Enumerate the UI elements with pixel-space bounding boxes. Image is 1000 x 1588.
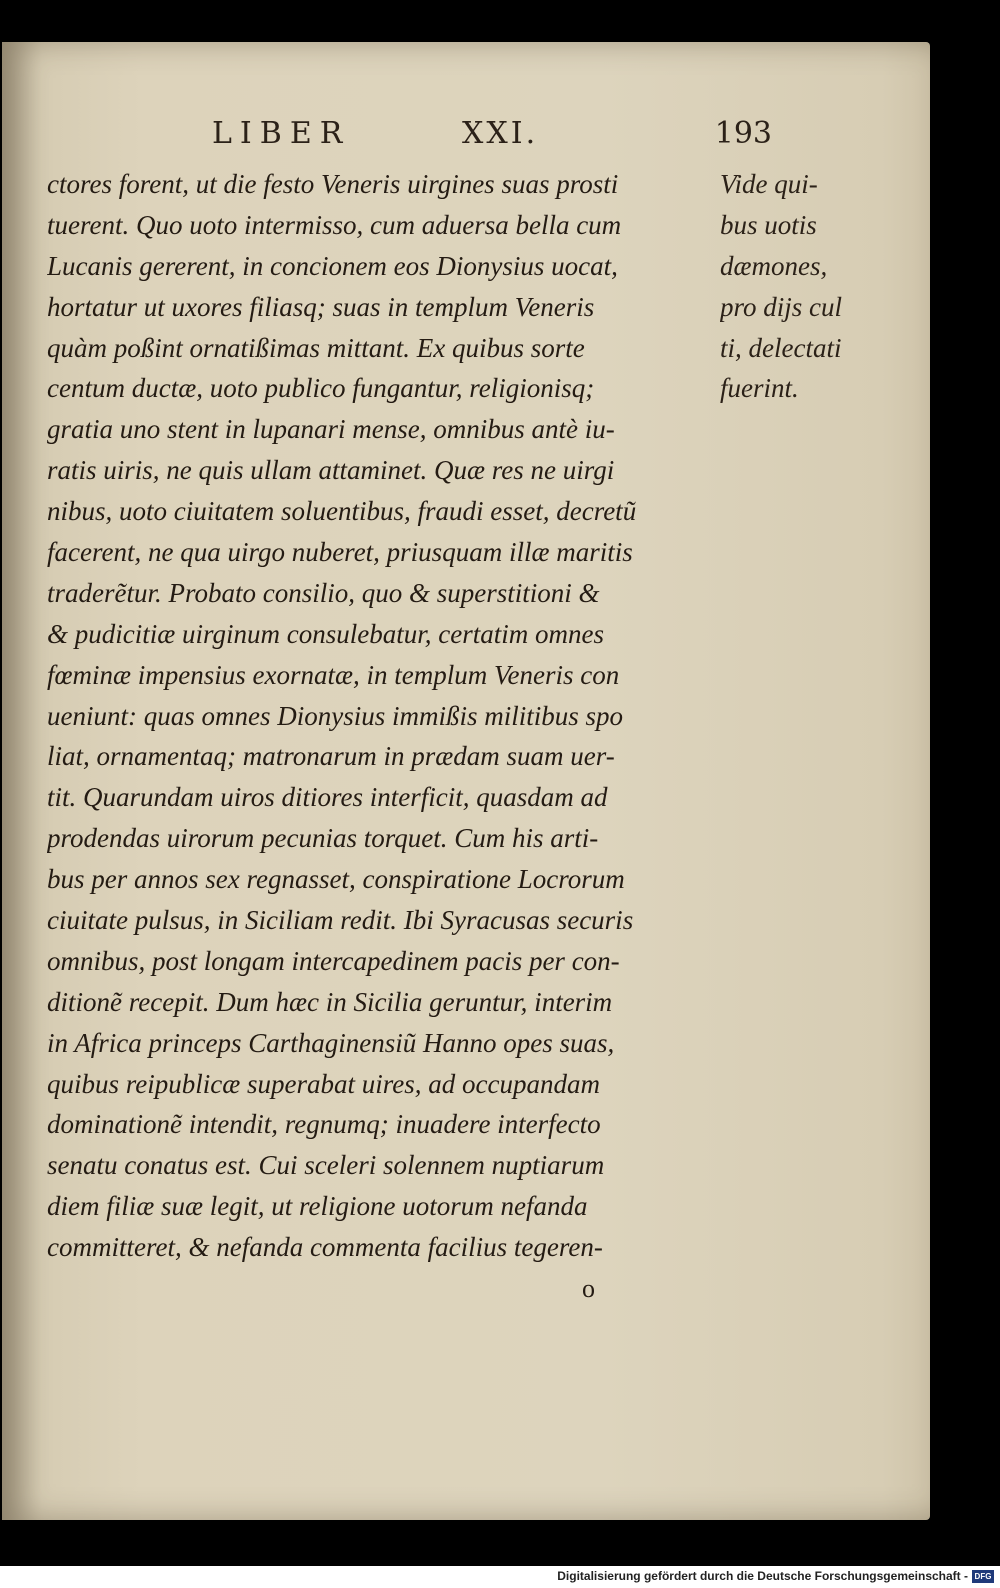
text-line: tuerent. Quo uoto intermisso, cum aduersa bella cum bbox=[47, 209, 622, 240]
text-line: centum ductæ, uoto publico fungantur, religionisq; bbox=[47, 373, 595, 404]
funding-credit: Digitalisierung gefördert durch die Deutsche Forschungsgemeinschaft - bbox=[557, 1569, 968, 1583]
margin-note-line: Vide qui- bbox=[720, 169, 818, 199]
page-header bbox=[212, 116, 772, 156]
footer-bar bbox=[0, 1566, 1000, 1588]
text-line: tit. Quarundam uiros ditiores interficit, quasdam ad bbox=[47, 782, 608, 813]
margin-note-line: ti, delectati bbox=[720, 332, 842, 363]
text-line: omnibus, post longam intercapedinem pacis per con- bbox=[47, 945, 620, 976]
text-line: senatu conatus est. Cui sceleri solennem nuptiarum bbox=[47, 1150, 605, 1181]
text-line: ueniunt: quas omnes Dionysius immißis militibus spo bbox=[47, 700, 624, 731]
running-title: LIBER bbox=[212, 116, 351, 151]
text-line: ratis uiris, ne quis ullam attaminet. Quæ res ne uirgi bbox=[47, 455, 615, 486]
text-line: liat, ornamentaq; matronarum in prædam suam uer- bbox=[47, 741, 615, 772]
margin-note-line: fuerint. bbox=[720, 373, 799, 404]
book-page bbox=[2, 42, 930, 1520]
text-line: Lucanis gererent, in concionem eos Dionysius uocat, bbox=[47, 250, 618, 281]
text-line: nibus, uoto ciuitatem soluentibus, fraudi esset, decretũ bbox=[47, 496, 637, 527]
margin-note-line: bus uotis bbox=[720, 209, 817, 240]
text-line: quibus reipublicæ superabat uires, ad occupandam bbox=[47, 1068, 600, 1099]
text-line: in Africa princeps Carthaginensiũ Hanno opes suas, bbox=[47, 1027, 615, 1058]
margin-note-line: pro dijs cul bbox=[720, 291, 843, 322]
text-line: committeret, & nefanda commenta facilius tegeren- bbox=[47, 1232, 603, 1263]
margin-note bbox=[720, 164, 910, 409]
text-line: traderẽtur. Probato consilio, quo & superstitioni & bbox=[47, 577, 600, 608]
page-number: 193 bbox=[714, 116, 772, 151]
book-number: XXI. bbox=[462, 116, 539, 151]
text-line: ciuitate pulsus, in Siciliam redit. Ibi Syracusas securis bbox=[47, 905, 634, 936]
signature-mark: o bbox=[582, 1274, 595, 1303]
text-line: bus per annos sex regnasset, conspiratione Locrorum bbox=[47, 864, 625, 895]
margin-note-line: dæmones, bbox=[720, 250, 828, 281]
text-line: & pudicitiæ uirginum consulebatur, certatim omnes bbox=[47, 618, 604, 649]
text-line: dominationẽ intendit, regnumq; inuadere interfecto bbox=[47, 1109, 601, 1140]
text-line: quàm poßint ornatißimas mittant. Ex quibus sorte bbox=[47, 332, 585, 363]
text-line: diem filiæ suæ legit, ut religione uotorum nefanda bbox=[47, 1191, 588, 1222]
dfg-logo-icon: DFG bbox=[972, 1570, 994, 1583]
text-line: ctores forent, ut die festo Veneris uirgines suas prosti bbox=[47, 169, 619, 199]
text-line: fœminæ impensius exornatæ, in templum Veneris con bbox=[47, 659, 620, 690]
text-line: gratia uno stent in lupanari mense, omnibus antè iu- bbox=[47, 414, 615, 445]
text-line: facerent, ne qua uirgo nuberet, priusquam illæ maritis bbox=[47, 537, 633, 568]
main-text-block bbox=[47, 164, 707, 1268]
text-line: prodendas uirorum pecunias torquet. Cum his arti- bbox=[47, 823, 599, 854]
text-line: hortatur ut uxores filiasq; suas in templum Veneris bbox=[47, 291, 595, 322]
text-line: ditionẽ recepit. Dum hæc in Sicilia geruntur, interim bbox=[47, 986, 613, 1017]
